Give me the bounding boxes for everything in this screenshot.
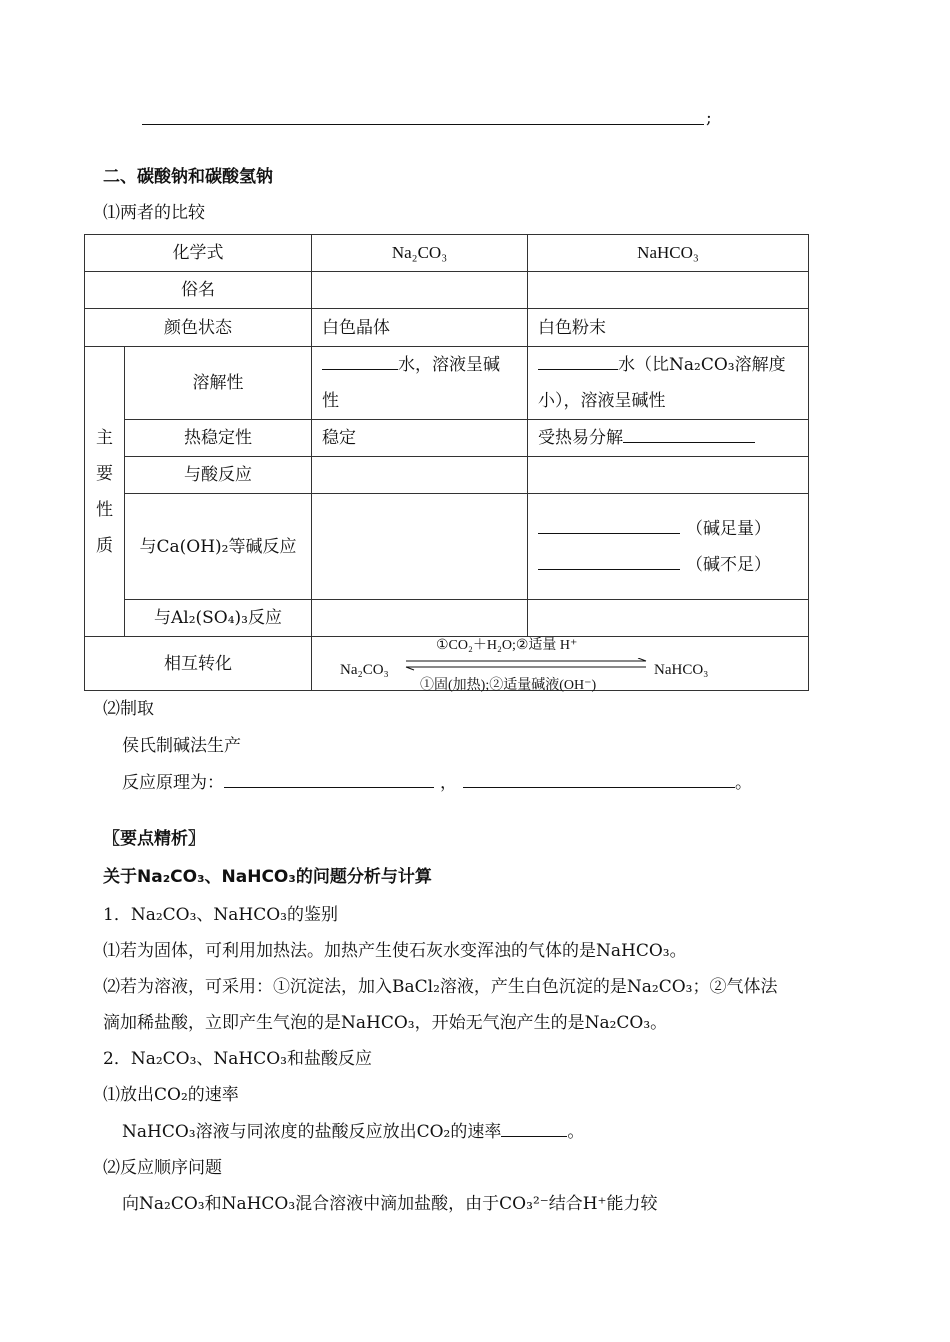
cell-na2co3-name	[312, 272, 528, 309]
top-blank-line	[142, 106, 704, 125]
row-acid: 与酸反应	[125, 457, 312, 494]
blank-nahco3-thermal	[623, 426, 755, 443]
conv-top-condition: ①CO₂＋H₂O;②适量 H⁺	[436, 637, 578, 653]
cell-na2co3-acid	[312, 457, 528, 494]
cell-nahco3-name	[528, 272, 809, 309]
section-title: 二、碳酸钠和碳酸氢钠	[103, 167, 273, 187]
cell-nahco3-solubility: 水（比Na₂CO₃溶解度 小），溶液呈碱性	[528, 347, 809, 420]
row-convert: 相互转化	[85, 637, 312, 691]
comparison-table	[84, 234, 809, 691]
key-points-title: 〖要点精析〗	[103, 829, 205, 849]
point-1: 1．Na₂CO₃、NaHCO₃的鉴别	[103, 905, 338, 925]
blank-principle-1	[224, 771, 434, 788]
row-al: 与Al₂(SO₄)₃反应	[125, 600, 312, 637]
cell-conversion	[312, 637, 809, 691]
point-2a: ⑴放出CO₂的速率	[103, 1085, 239, 1105]
point-1b-line2: 滴加稀盐酸，立即产生气泡的是NaHCO₃，开始无气泡产生的是Na₂CO₃。	[103, 1013, 668, 1033]
cell-nahco3-thermal: 受热易分解	[528, 420, 809, 457]
blank-base-excess	[538, 517, 680, 534]
blank-principle-2	[463, 771, 735, 788]
main-properties-label	[85, 347, 125, 637]
blank-rate	[501, 1120, 567, 1137]
row-base: 与Ca(OH)₂等碱反应	[125, 494, 312, 600]
header-formula: 化学式	[85, 235, 312, 272]
cell-na2co3-thermal: 稳定	[312, 420, 528, 457]
point-2b-text: 向Na₂CO₃和NaHCO₃混合溶液中滴加盐酸，由于CO₃²⁻结合H⁺能力较	[122, 1194, 658, 1214]
point-2a-text: NaHCO₃溶液与同浓度的盐酸反应放出CO₂的速率 。	[122, 1122, 585, 1142]
principle-line: 反应原理为： ， 。	[122, 773, 752, 793]
top-line-semicolon: ;	[706, 108, 712, 128]
cell-nahco3-base: （碱足量） （碱不足）	[528, 494, 809, 600]
cell-na2co3-solubility: 水，溶液呈碱 性	[312, 347, 528, 420]
main-properties-text: 主要性质	[96, 427, 113, 556]
conv-bottom-condition: ①固(加热);②适量碱液(OH⁻)	[420, 677, 597, 693]
cell-na2co3-base	[312, 494, 528, 600]
point-2b: ⑵反应顺序问题	[103, 1158, 222, 1178]
row-color-state: 颜色状态	[85, 309, 312, 347]
blank-nahco3-solubility	[538, 353, 618, 370]
subsection-prepare: ⑵制取	[103, 699, 154, 719]
cell-na2co3-color: 白色晶体	[312, 309, 528, 347]
hou-process: 侯氏制碱法生产	[122, 736, 241, 756]
subsection-compare: ⑴两者的比较	[103, 203, 205, 223]
header-na2co3: Na₂CO₃	[312, 235, 528, 272]
conv-right: NaHCO₃	[654, 661, 709, 678]
header-nahco3: NaHCO₃	[528, 235, 809, 272]
point-2: 2．Na₂CO₃、NaHCO₃和盐酸反应	[103, 1049, 372, 1069]
point-1b-line1: ⑵若为溶液，可采用：①沉淀法，加入BaCl₂溶液，产生白色沉淀的是Na₂CO₃；②气体法	[103, 977, 778, 997]
about-heading: 关于Na₂CO₃、NaHCO₃的问题分析与计算	[103, 867, 432, 887]
point-1a: ⑴若为固体，可利用加热法。加热产生使石灰水变浑浊的气体的是NaHCO₃。	[103, 941, 687, 961]
row-common-name: 俗名	[85, 272, 312, 309]
cell-nahco3-color: 白色粉末	[528, 309, 809, 347]
row-solubility: 溶解性	[125, 347, 312, 420]
row-thermal: 热稳定性	[125, 420, 312, 457]
blank-na2co3-solubility	[322, 353, 398, 370]
blank-base-lack	[538, 553, 680, 570]
conv-left: Na₂CO₃	[340, 661, 389, 678]
cell-nahco3-acid	[528, 457, 809, 494]
